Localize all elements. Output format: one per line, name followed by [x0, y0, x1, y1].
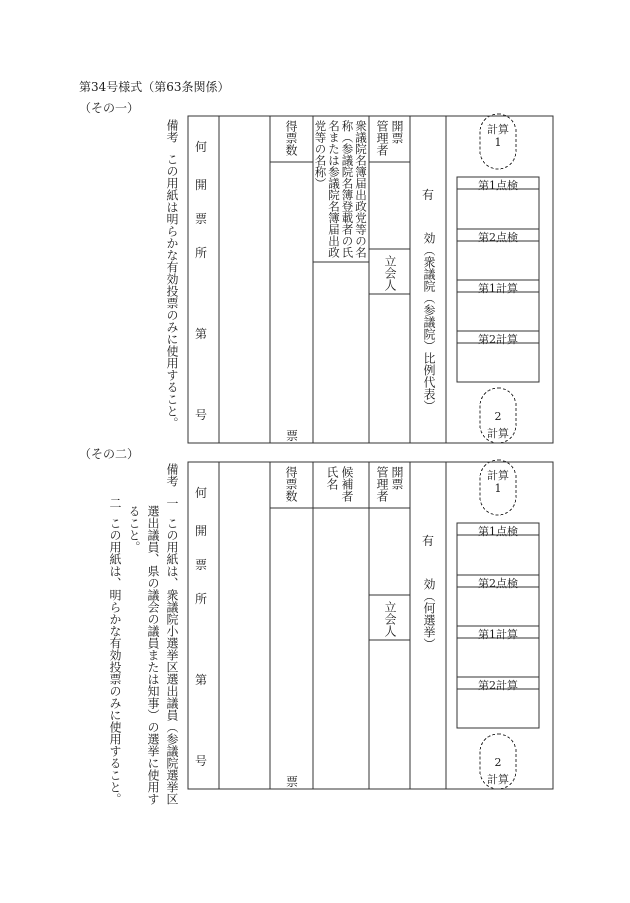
part1-check-4: 第2計算: [478, 333, 518, 346]
part1-check-2: 第2点検: [478, 231, 518, 244]
part1-label: （その一）: [79, 101, 140, 115]
part2-votes-unit: 票: [286, 775, 299, 789]
part1-votes-unit: 票: [286, 429, 299, 443]
part1-manager-header-2: 管理者: [375, 120, 389, 156]
part2-station-char-5: 第: [195, 673, 208, 687]
part1-name-header: 衆議院名簿届出政党等の名称（参議院名簿登載者の氏名または参議院名簿届出政党等の名称）: [313, 120, 368, 258]
part1-note-text: この用紙は明らかな有効投票のみに使用すること。: [165, 153, 179, 429]
part2-check-4: 第2計算: [478, 679, 518, 692]
part2-calc1-num: 1: [494, 482, 502, 495]
part2-validity-bottom: 効（何選挙）: [422, 578, 436, 650]
part1-calc2-label: 計算: [487, 427, 509, 440]
part2-witness-header: 立会人: [383, 601, 397, 637]
part2-note1-text-3: ること。: [127, 505, 141, 553]
part2-station-char-2: 開: [195, 524, 208, 538]
part2-station-char-1: 何: [195, 486, 208, 500]
part2-check-3: 第1計算: [478, 628, 518, 641]
part2-name-header-2: 氏名: [325, 466, 339, 490]
part2-name-header-1: 候補者: [340, 466, 354, 502]
part1-station-char-1: 何: [195, 140, 208, 154]
part2-calc2-num: 2: [494, 756, 502, 769]
part1-check-1: 第1点検: [478, 179, 518, 192]
part2-note2-text: この用紙は、明らかな有効投票のみに使用すること。: [108, 517, 122, 805]
part1-votes-header: 得票数: [284, 120, 298, 156]
part2-votes-header: 得票数: [284, 466, 298, 502]
part1-validity-top: 有: [422, 188, 435, 202]
form-title: 第34号様式（第63条関係）: [79, 80, 230, 94]
part1-station-char-2: 開: [195, 178, 208, 192]
part1-note-prefix: 備考: [165, 119, 179, 143]
part1-calc1-num: 1: [494, 136, 502, 149]
part1-validity-bottom: 効（衆議院（参議院）比例代表）: [422, 232, 436, 412]
part1-station-char-6: 号: [195, 408, 208, 422]
part1-calc2-num: 2: [494, 410, 502, 423]
part2-note1-num: 一: [165, 497, 179, 509]
part1-station-char-5: 第: [195, 327, 208, 341]
part2-note1-text-1: この用紙は、衆議院小選挙区選出議員（参議院選挙区: [165, 517, 179, 805]
part1-check-3: 第1計算: [478, 282, 518, 295]
part2-note2-num: 二: [108, 497, 122, 509]
part1-station-char-4: 所: [195, 246, 208, 260]
part1-calc1-label: 計算: [487, 123, 509, 136]
part2-manager-header-2: 管理者: [375, 466, 389, 502]
part2-calc1-label: 計算: [487, 469, 509, 482]
part1-witness-header: 立会人: [383, 255, 397, 291]
part1-manager-header-1: 開票: [390, 120, 404, 144]
part2-manager-header-1: 開票: [390, 466, 404, 490]
part2-check-2: 第2点検: [478, 577, 518, 590]
part2-label: （その二）: [79, 447, 140, 461]
part2-station-char-4: 所: [195, 592, 208, 606]
part2-station-char-3: 票: [195, 558, 208, 572]
part2-check-1: 第1点検: [478, 525, 518, 538]
part2-validity-top: 有: [422, 534, 435, 548]
part2-station-char-6: 号: [195, 754, 208, 768]
part2-note1-text-2: 選出議員、県の議会の議員または知事）の選挙に使用す: [146, 505, 160, 805]
part2-calc2-label: 計算: [487, 773, 509, 786]
part1-station-char-3: 票: [195, 212, 208, 226]
part2-note-prefix: 備考: [165, 463, 179, 487]
